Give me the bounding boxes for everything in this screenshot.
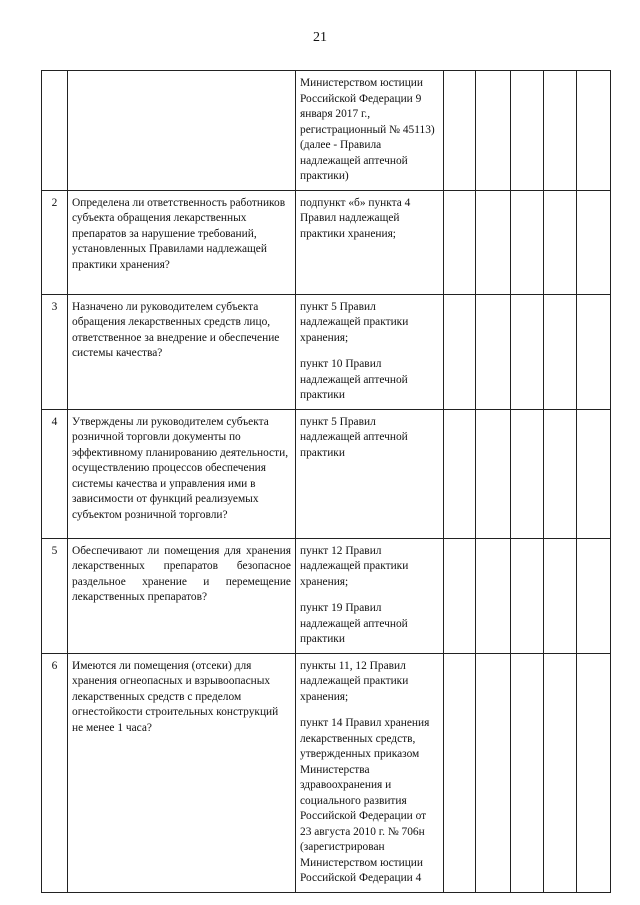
answer-cell-notes[interactable] <box>577 71 611 191</box>
requirement-question: Имеются ли помещения (отсеки) для хранения огнеопасных и взрывоопасных лекарственных средств с пределом огнестойкости строительных конструкций не менее 1 часа? <box>68 653 296 892</box>
legal-reference: пункт 5 Правил надлежащей практики хранения; пункт 10 Правил надлежащей аптечной практики <box>296 294 444 409</box>
requirement-question <box>68 71 296 191</box>
answer-cell-extra[interactable] <box>544 190 577 294</box>
checklist-table <box>41 70 611 893</box>
answer-cell-extra[interactable] <box>544 409 577 538</box>
answer-cell-notes[interactable] <box>577 190 611 294</box>
answer-cell-yes[interactable] <box>444 71 476 191</box>
answer-cell-extra[interactable] <box>544 653 577 892</box>
answer-cell-notes[interactable] <box>577 653 611 892</box>
answer-cell-extra[interactable] <box>544 71 577 191</box>
row-number: 6 <box>42 653 68 892</box>
legal-reference: пункт 12 Правил надлежащей практики хранения; пункт 19 Правил надлежащей аптечной практики <box>296 538 444 653</box>
answer-cell-no[interactable] <box>476 294 511 409</box>
answer-cell-na[interactable] <box>511 409 544 538</box>
table-row <box>42 71 611 191</box>
table-row <box>42 190 611 294</box>
answer-cell-na[interactable] <box>511 538 544 653</box>
table-row <box>42 409 611 538</box>
row-number: 2 <box>42 190 68 294</box>
answer-cell-no[interactable] <box>476 653 511 892</box>
table-row <box>42 294 611 409</box>
answer-cell-no[interactable] <box>476 190 511 294</box>
answer-cell-yes[interactable] <box>444 538 476 653</box>
legal-reference: Министерством юстиции Российской Федерации 9 января 2017 г., регистрационный № 45113) (далее - Правила надлежащей аптечной практики) <box>296 71 444 191</box>
table-row <box>42 538 611 653</box>
answer-cell-na[interactable] <box>511 294 544 409</box>
answer-cell-na[interactable] <box>511 71 544 191</box>
answer-cell-na[interactable] <box>511 653 544 892</box>
answer-cell-yes[interactable] <box>444 294 476 409</box>
legal-reference: подпункт «б» пункта 4 Правил надлежащей практики хранения; <box>296 190 444 294</box>
row-number: 4 <box>42 409 68 538</box>
answer-cell-no[interactable] <box>476 538 511 653</box>
requirement-question: Утверждены ли руководителем субъекта розничной торговли документы по эффективному планированию деятельности, осуществлению процессов обеспечения системы качества и управления ими в зависимости от функций реализуемых субъектом розничной торговли? <box>68 409 296 538</box>
answer-cell-notes[interactable] <box>577 294 611 409</box>
answer-cell-extra[interactable] <box>544 538 577 653</box>
answer-cell-notes[interactable] <box>577 409 611 538</box>
row-number: 3 <box>42 294 68 409</box>
requirement-question: Назначено ли руководителем субъекта обращения лекарственных средств лицо, ответственное за внедрение и обеспечение системы качества? <box>68 294 296 409</box>
answer-cell-no[interactable] <box>476 409 511 538</box>
legal-reference: пункты 11, 12 Правил надлежащей практики хранения; пункт 14 Правил хранения лекарственных средств, утвержденных приказом Министерства здравоохранения и социального развития Российской Федерации от 23 августа 2010 г. № 706н (зарегистрирован Министерством юстиции Российской Федерации 4 <box>296 653 444 892</box>
answer-cell-notes[interactable] <box>577 538 611 653</box>
legal-reference: пункт 5 Правил надлежащей аптечной практики <box>296 409 444 538</box>
answer-cell-na[interactable] <box>511 190 544 294</box>
answer-cell-yes[interactable] <box>444 653 476 892</box>
page-number: 21 <box>313 30 327 45</box>
answer-cell-no[interactable] <box>476 71 511 191</box>
requirement-question: Обеспечивают ли помещения для хранения лекарственных препаратов безопасное раздельное хранение и перемещение лекарственных препаратов? <box>68 538 296 653</box>
answer-cell-yes[interactable] <box>444 190 476 294</box>
answer-cell-yes[interactable] <box>444 409 476 538</box>
row-number <box>42 71 68 191</box>
table-row <box>42 653 611 892</box>
requirement-question: Определена ли ответственность работников субъекта обращения лекарственных препаратов за нарушение требований, установленных Правилами надлежащей практики хранения? <box>68 190 296 294</box>
row-number: 5 <box>42 538 68 653</box>
answer-cell-extra[interactable] <box>544 294 577 409</box>
